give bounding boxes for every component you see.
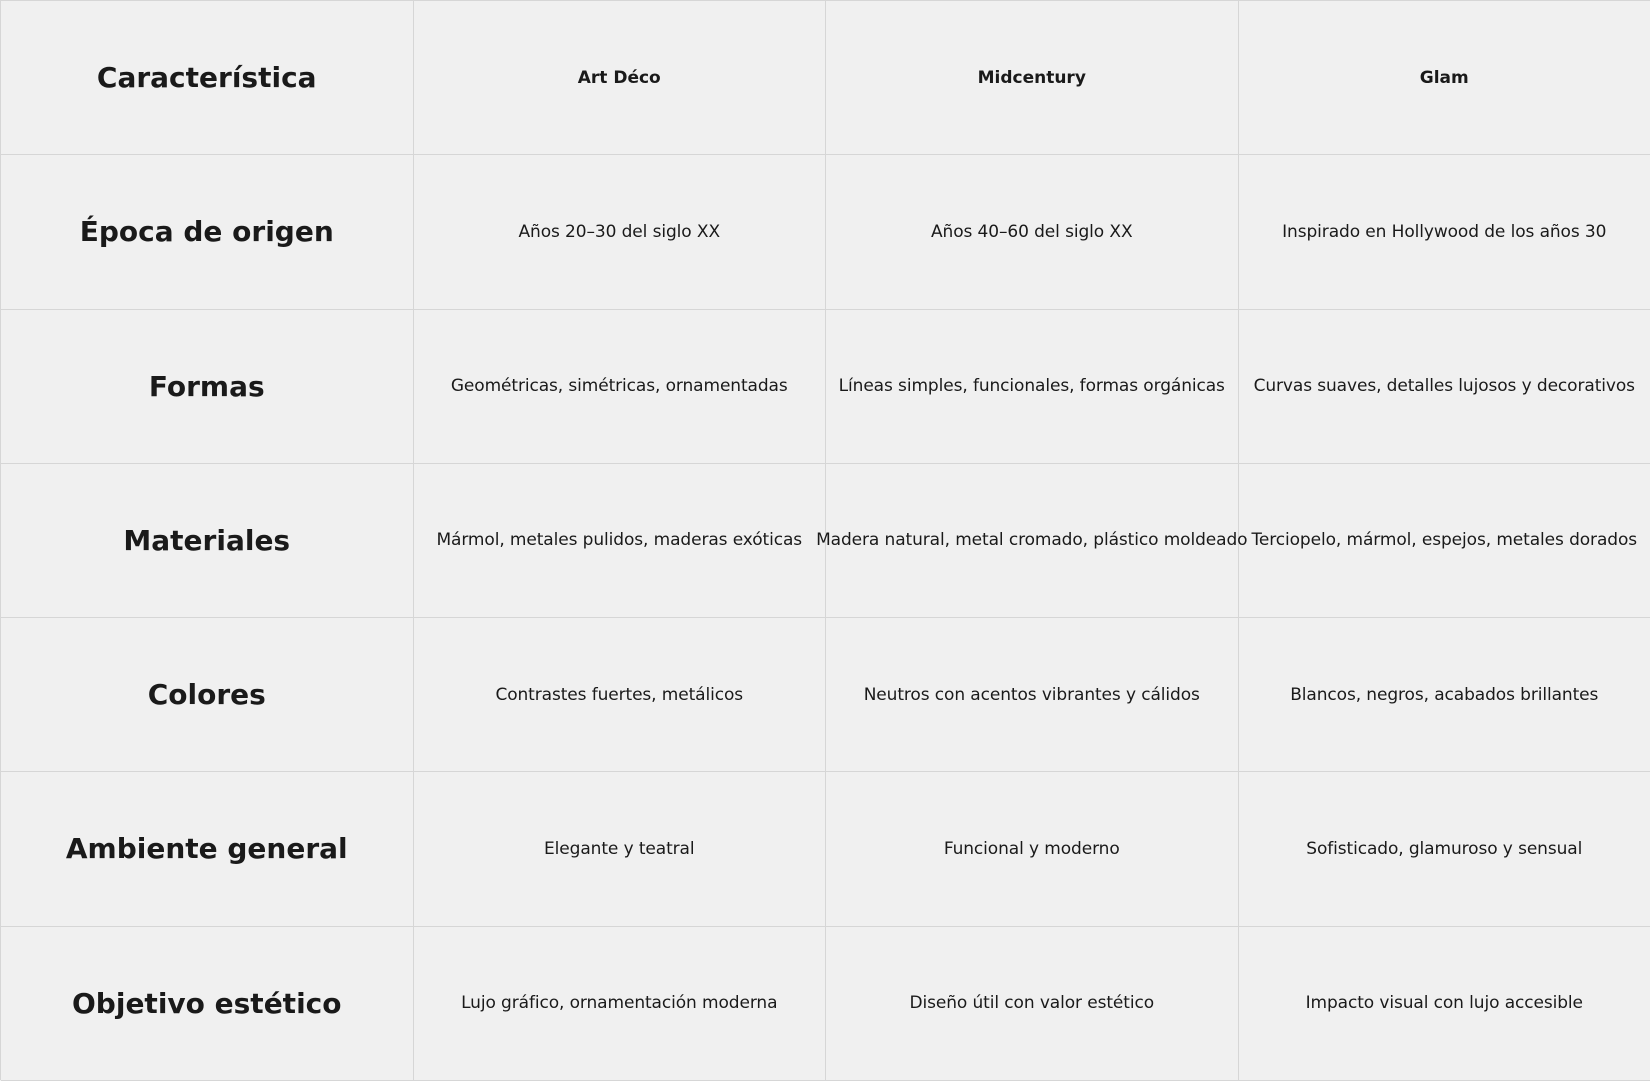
table-cell: Impacto visual con lujo accesible	[1239, 927, 1650, 1081]
table-cell: Inspirado en Hollywood de los años 30	[1239, 155, 1650, 309]
table-cell: Años 20–30 del siglo XX	[414, 155, 827, 309]
table-cell: Sofisticado, glamuroso y sensual	[1239, 772, 1650, 926]
table-cell: Años 40–60 del siglo XX	[826, 155, 1239, 309]
table-cell: Lujo gráfico, ornamentación moderna	[414, 927, 827, 1081]
table-cell: Mármol, metales pulidos, maderas exóticas	[414, 464, 827, 618]
table-cell: Funcional y moderno	[826, 772, 1239, 926]
table-cell: Blancos, negros, acabados brillantes	[1239, 618, 1650, 772]
row-label-ambiente: Ambiente general	[1, 772, 414, 926]
row-label-formas: Formas	[1, 310, 414, 464]
column-header-glam: Glam	[1239, 1, 1650, 155]
row-label-colores: Colores	[1, 618, 414, 772]
column-header-art-deco: Art Déco	[414, 1, 827, 155]
row-label-objetivo: Objetivo estético	[1, 927, 414, 1081]
table-cell: Líneas simples, funcionales, formas orgánicas	[826, 310, 1239, 464]
table-cell: Madera natural, metal cromado, plástico moldeado	[826, 464, 1239, 618]
table-cell: Contrastes fuertes, metálicos	[414, 618, 827, 772]
table-cell: Neutros con acentos vibrantes y cálidos	[826, 618, 1239, 772]
table-cell: Terciopelo, mármol, espejos, metales dorados	[1239, 464, 1650, 618]
column-header-midcentury: Midcentury	[826, 1, 1239, 155]
table-cell: Curvas suaves, detalles lujosos y decorativos	[1239, 310, 1650, 464]
row-label-epoca: Época de origen	[1, 155, 414, 309]
table-cell: Elegante y teatral	[414, 772, 827, 926]
table-cell: Geométricas, simétricas, ornamentadas	[414, 310, 827, 464]
table-cell: Diseño útil con valor estético	[826, 927, 1239, 1081]
corner-header: Característica	[1, 1, 414, 155]
row-label-materiales: Materiales	[1, 464, 414, 618]
